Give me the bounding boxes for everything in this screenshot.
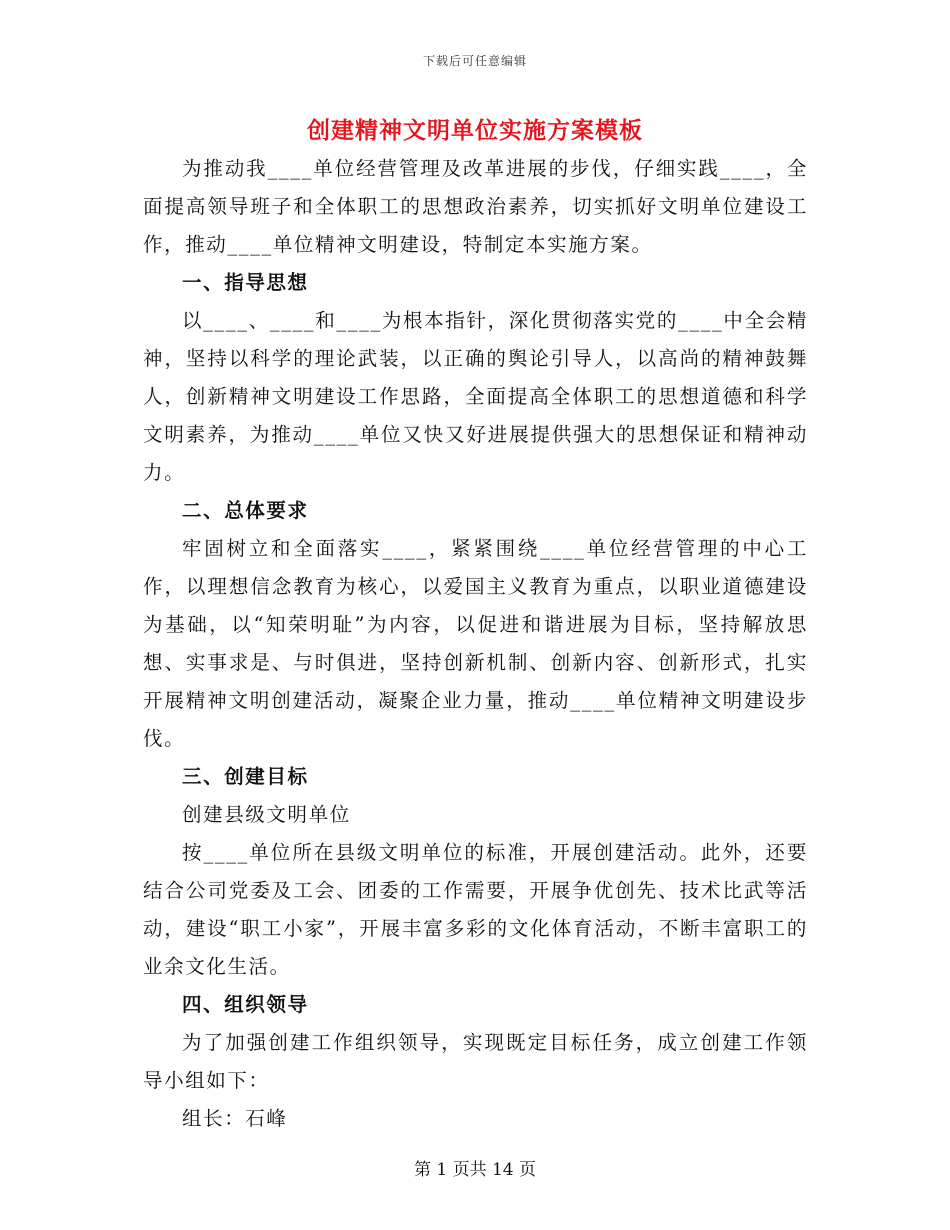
- section-heading-overall-requirements: 二、总体要求: [182, 499, 309, 522]
- goals-subtitle: 创建县级文明单位: [182, 803, 351, 826]
- section-heading-guiding-ideology: 一、指导思想: [182, 271, 309, 294]
- page-footer: 第 1 页共 14 页: [413, 1160, 537, 1180]
- section-heading-organization: 四、组织领导: [182, 993, 309, 1016]
- document-title: 创建精神文明单位实施方案模板: [307, 117, 643, 144]
- page-header: 下载后可任意编辑: [422, 54, 527, 68]
- organization-paragraph: 为了加强创建工作组织领导，实现既定目标任务，成立创建工作领导小组如下：: [143, 1031, 808, 1092]
- intro-paragraph: 为推动我____单位经营管理及改革进展的步伐，仔细实践____，全面提高领导班子和全体职工的思想政治素养，切实抓好文明单位建设工作，推动____单位精神文明建设，特制定本实施方案。: [143, 157, 808, 256]
- document-body: [143, 150, 808, 1138]
- group-leader-line: 组长：石峰: [182, 1107, 288, 1130]
- section-heading-goals: 三、创建目标: [182, 765, 309, 788]
- goals-paragraph: 按____单位所在县级文明单位的标准，开展创建活动。此外，还要结合公司党委及工会、团委的工作需要，开展争优创先、技术比武等活动，建设“职工小家”，开展丰富多彩的文化体育活动，不断丰富职工的业余文化生活。: [143, 841, 808, 978]
- guiding-ideology-paragraph: 以____、____和____为根本指针，深化贯彻落实党的____中全会精神，坚持以科学的理论武装，以正确的舆论引导人，以高尚的精神鼓舞人，创新精神文明建设工作思路，全面提高全体职工的思想道德和科学文明素养，为推动____单位又快又好进展提供强大的思想保证和精神动力。: [143, 309, 808, 484]
- overall-requirements-paragraph: 牢固树立和全面落实____，紧紧围绕____单位经营管理的中心工作，以理想信念教育为核心，以爱国主义教育为重点，以职业道德建设为基础，以“知荣明耻”为内容，以促进和谐进展为目标，坚持解放思想、实事求是、与时俱进，坚持创新机制、创新内容、创新形式，扎实开展精神文明创建活动，凝聚企业力量，推动____单位精神文明建设步伐。: [143, 537, 808, 750]
